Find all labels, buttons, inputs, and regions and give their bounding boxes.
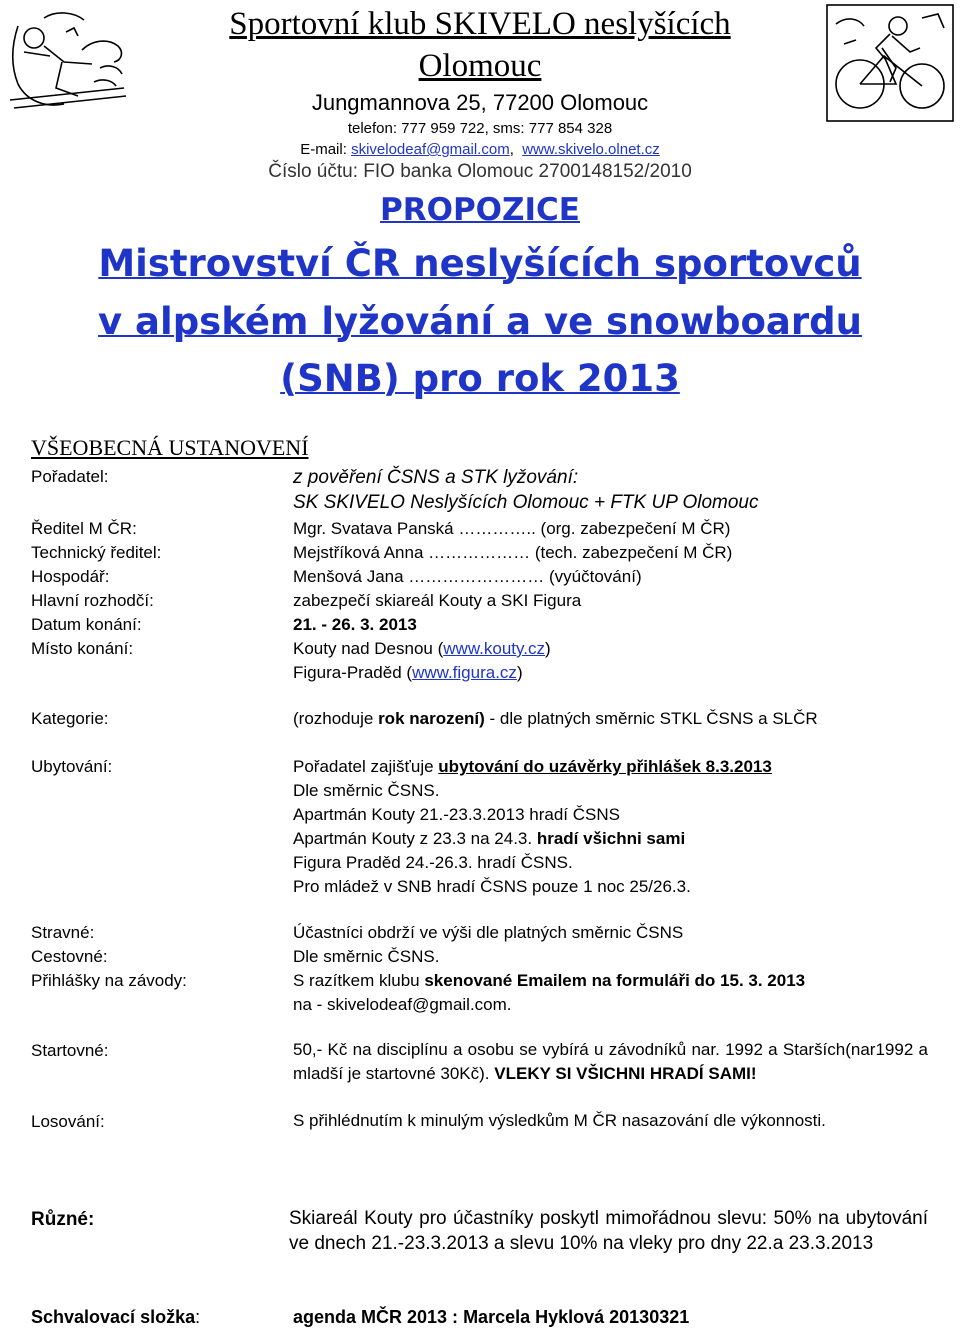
club-name-line1: Sportovní klub SKIVELO neslyšících bbox=[229, 6, 731, 42]
schval-label-text: Schvalovací složka bbox=[31, 1307, 196, 1327]
ubytovani-line-3: Apartmán Kouty 21.-23.3.2013 hradí ČSNS bbox=[293, 805, 620, 824]
account-label: Číslo účtu: bbox=[268, 161, 358, 182]
ruzne-value: Skiareál Kouty pro účastníky poskytl mimořádnou slevu: 50% na ubytování ve dnech 21.-23.3.2013 a slevu 10% na vleky pro dny 22.a 23.3.2013 bbox=[289, 1208, 928, 1254]
misto-label: Místo konání: bbox=[31, 639, 134, 658]
cestovne-value: Dle směrnic ČSNS. bbox=[293, 947, 440, 966]
prihlasky-line-2: na - skivelodeaf@gmail.com. bbox=[293, 995, 512, 1014]
reditel-label: Ředitel M ČR: bbox=[31, 519, 137, 538]
startovne-text-a: 50,- Kč na disciplínu a osobu se vybírá u závodníků nar. 1992 a Starších(nar1992 a mladší je startovné 30Kč). bbox=[293, 1040, 928, 1083]
bank-account bbox=[0, 160, 960, 184]
schval-label bbox=[31, 1307, 200, 1328]
prihlasky-text-1b: skenované Emailem na formuláři do 15. 3. 2013 bbox=[424, 971, 806, 990]
kategorie-text-b: rok narození) bbox=[378, 709, 485, 728]
technicky-value: Mejstříková Anna ……………… (tech. zabezpečení M ČR) bbox=[293, 543, 733, 562]
club-contact: E-mail: skivelodeaf@gmail.com, www.skivelo.olnet.cz bbox=[300, 141, 660, 158]
ubytovani-text-1a: Pořadatel zajišťuje bbox=[293, 757, 439, 776]
email-link[interactable]: skivelodeaf@gmail.com bbox=[351, 141, 510, 158]
title-line1: Mistrovství ČR neslyšících sportovců bbox=[98, 242, 862, 285]
ubytovani-line-4 bbox=[293, 829, 685, 849]
misto-value-2 bbox=[293, 663, 523, 683]
club-address: Jungmannova 25, 77200 Olomouc bbox=[311, 90, 649, 115]
ruzne-label: Různé: bbox=[31, 1209, 95, 1230]
propozice-heading: PROPOZICE bbox=[380, 192, 580, 228]
club-phone: telefon: 777 959 722, sms: 777 854 328 bbox=[347, 120, 613, 137]
startovne-value bbox=[293, 1038, 928, 1086]
datum-value: 21. - 26. 3. 2013 bbox=[293, 615, 417, 634]
cestovne-label: Cestovné: bbox=[31, 947, 108, 966]
ubytovani-line-5: Figura Praděd 24.-26.3. hradí ČSNS. bbox=[293, 853, 573, 872]
misto-end-2: ) bbox=[516, 663, 523, 682]
schval-text-b: Marcela Hyklová 20130321 bbox=[463, 1307, 690, 1327]
startovne-label: Startovné: bbox=[31, 1041, 109, 1060]
kategorie-text-c: - dle platných směrnic STKL ČSNS a SLČR bbox=[484, 709, 818, 728]
schval-colon: : bbox=[195, 1307, 201, 1327]
losovani-label: Losování: bbox=[31, 1112, 105, 1131]
title-line3: (SNB) pro rok 2013 bbox=[280, 357, 680, 400]
ubytovani-text-1b: ubytování do uzávěrky přihlášek 8.3.2013 bbox=[438, 757, 772, 776]
ubytovani-line-1 bbox=[293, 757, 772, 777]
hospodar-value: Menšová Jana …………………… (vyúčtování) bbox=[293, 567, 642, 586]
poradatel-value-2: SK SKIVELO Neslyšících Olomouc + FTK UP Olomouc bbox=[293, 492, 759, 513]
kouty-link[interactable]: www.kouty.cz bbox=[443, 639, 545, 658]
ubytovani-line-2: Dle směrnic ČSNS. bbox=[293, 781, 440, 800]
prihlasky-line-1 bbox=[293, 971, 805, 991]
ubytovani-label: Ubytování: bbox=[31, 757, 113, 776]
account-value: FIO banka Olomouc 2700148152/2010 bbox=[363, 161, 692, 182]
figura-link[interactable]: www.figura.cz bbox=[412, 663, 517, 682]
kategorie-value bbox=[293, 709, 818, 729]
web-link[interactable]: www.skivelo.olnet.cz bbox=[522, 141, 660, 158]
datum-label: Datum konání: bbox=[31, 615, 142, 634]
ubytovani-text-4a: Apartmán Kouty z 23.3 na 24.3. bbox=[293, 829, 537, 848]
poradatel-value-1: z pověření ČSNS a STK lyžování: bbox=[293, 467, 579, 488]
ubytovani-text-4b: hradí všichni sami bbox=[536, 829, 686, 848]
kategorie-label: Kategorie: bbox=[31, 709, 109, 728]
email-label: E-mail: bbox=[300, 141, 347, 158]
misto-value-1 bbox=[293, 639, 551, 659]
kategorie-text-a: (rozhoduje bbox=[293, 709, 379, 728]
technicky-label: Technický ředitel: bbox=[31, 543, 162, 562]
poradatel-label: Pořadatel: bbox=[31, 467, 109, 486]
misto-text-2: Figura-Praděd ( bbox=[293, 663, 413, 682]
stravne-label: Stravné: bbox=[31, 923, 95, 942]
prihlasky-text-1a: S razítkem klubu bbox=[293, 971, 425, 990]
prihlasky-label: Přihlášky na závody: bbox=[31, 971, 187, 990]
rozhodci-value: zabezpečí skiareál Kouty a SKI Figura bbox=[293, 591, 582, 610]
hospodar-label: Hospodář: bbox=[31, 567, 110, 586]
ubytovani-line-6: Pro mládež v SNB hradí ČSNS pouze 1 noc 25/26.3. bbox=[293, 877, 691, 896]
title-line2: v alpském lyžování a ve snowboardu bbox=[98, 300, 862, 343]
schval-text-a: agenda MČR 2013 : bbox=[293, 1307, 464, 1327]
misto-text-1: Kouty nad Desnou ( bbox=[293, 639, 444, 658]
rozhodci-label: Hlavní rozhodčí: bbox=[31, 591, 154, 610]
stravne-value: Účastníci obdrží ve výši dle platných směrnic ČSNS bbox=[293, 923, 684, 942]
startovne-text-b: VLEKY SI VŠICHNI HRADÍ SAMI! bbox=[494, 1064, 757, 1083]
reditel-value: Mgr. Svatava Panská ………….. (org. zabezpečení M ČR) bbox=[293, 519, 731, 538]
losovani-value: S přihlédnutím k minulým výsledkům M ČR nasazování dle výkonnosti. bbox=[293, 1111, 826, 1130]
misto-end-1: ) bbox=[544, 639, 551, 658]
schval-value bbox=[293, 1307, 689, 1328]
section-heading: VŠEOBECNÁ USTANOVENÍ bbox=[31, 435, 309, 460]
club-name-line2: Olomouc bbox=[418, 48, 542, 84]
